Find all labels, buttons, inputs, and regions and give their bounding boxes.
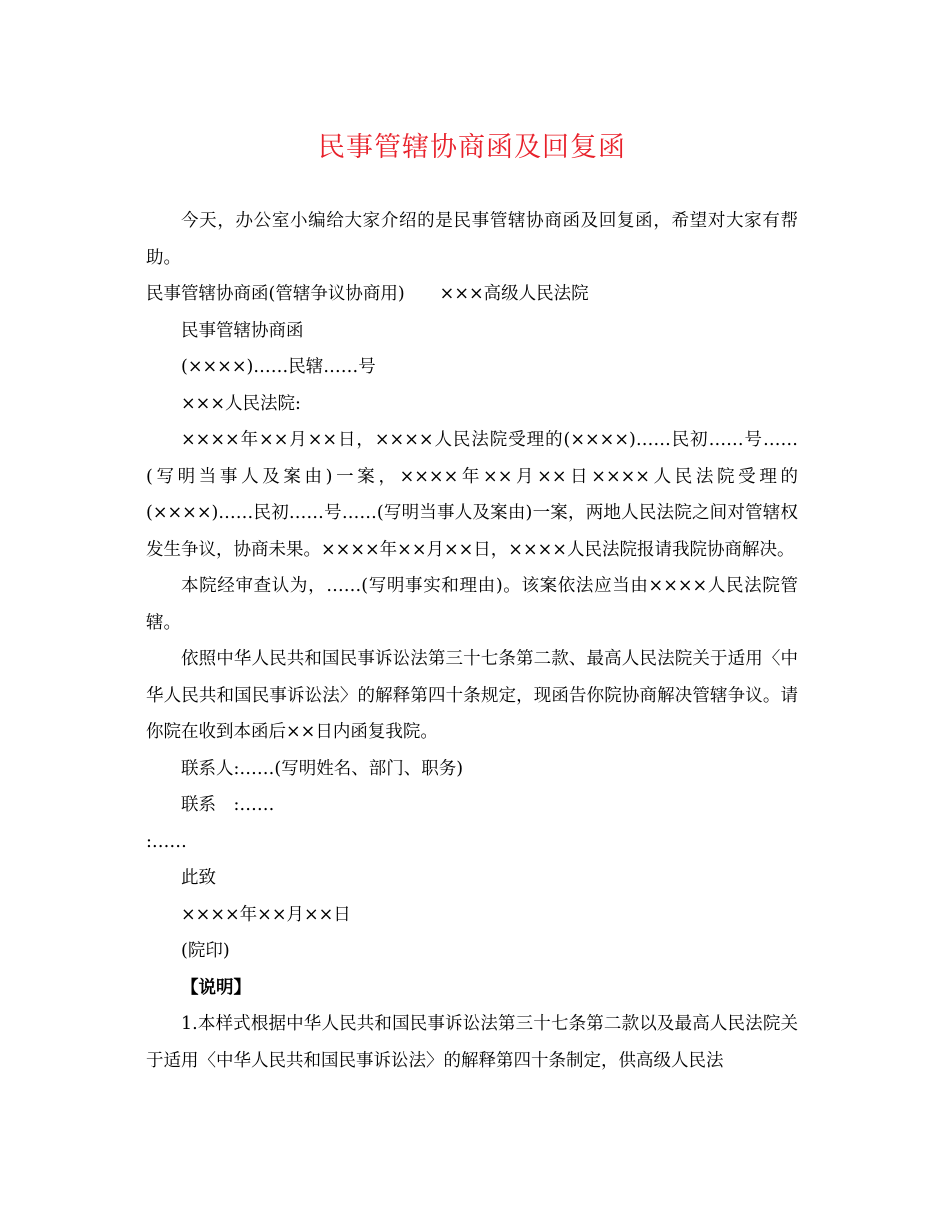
document-title: 民事管辖协商函及回复函 [318,132,626,163]
review-paragraph: 本院经审查认为，……(写明事实和理由)。该案依法应当由××××人民法院管辖。 [146,576,798,633]
legal-basis-paragraph: 依照中华人民共和国民事诉讼法第三十七条第二款、最高人民法院关于适用〈中华人民共和国民事诉讼法〉的解释第四十条规定，现函告你院协商解决管辖争议。请你院在收到本函后××日内函复我院。 [146,649,798,742]
note-heading: 【说明】 [181,977,251,998]
document-number: (××××)……民辖……号 [181,357,376,377]
court-seal: (院印) [181,941,230,961]
document-body [146,203,798,1079]
intro-paragraph: 今天，办公室小编给大家介绍的是民事管辖协商函及回复函，希望对大家有帮助。 [146,211,798,268]
letter-name: 民事管辖协商函 [181,320,304,341]
contact-person: 联系人:……(写明姓名、部门、职务) [181,758,464,779]
contact-extra: :…… [146,831,187,852]
letter-date: ××××年××月××日 [181,904,351,925]
contact-phone: 联系 :…… [181,795,275,815]
note-item-1: 1.本样式根据中华人民共和国民事诉讼法第三十七条第二款以及最高人民法院关于适用〈中华人民共和国民事诉讼法〉的解释第四十条制定，供高级人民法 [146,1014,798,1071]
addressee: ×××人民法院: [181,393,301,414]
form-heading: 民事管辖协商函(管辖争议协商用) ×××高级人民法院 [146,284,589,304]
closing-salutation: 此致 [181,868,216,888]
facts-paragraph: ××××年××月××日，××××人民法院受理的(××××)……民初……号……(写明当事人及案由)一案，××××年××月××日××××人民法院受理的(××××)……民初……号……(写明当事人及案由)一案，两地人民法院之间对管辖权发生争议，协商未果。××××年××月××日，××××人民法院报请我院协商解决。 [146,430,798,560]
